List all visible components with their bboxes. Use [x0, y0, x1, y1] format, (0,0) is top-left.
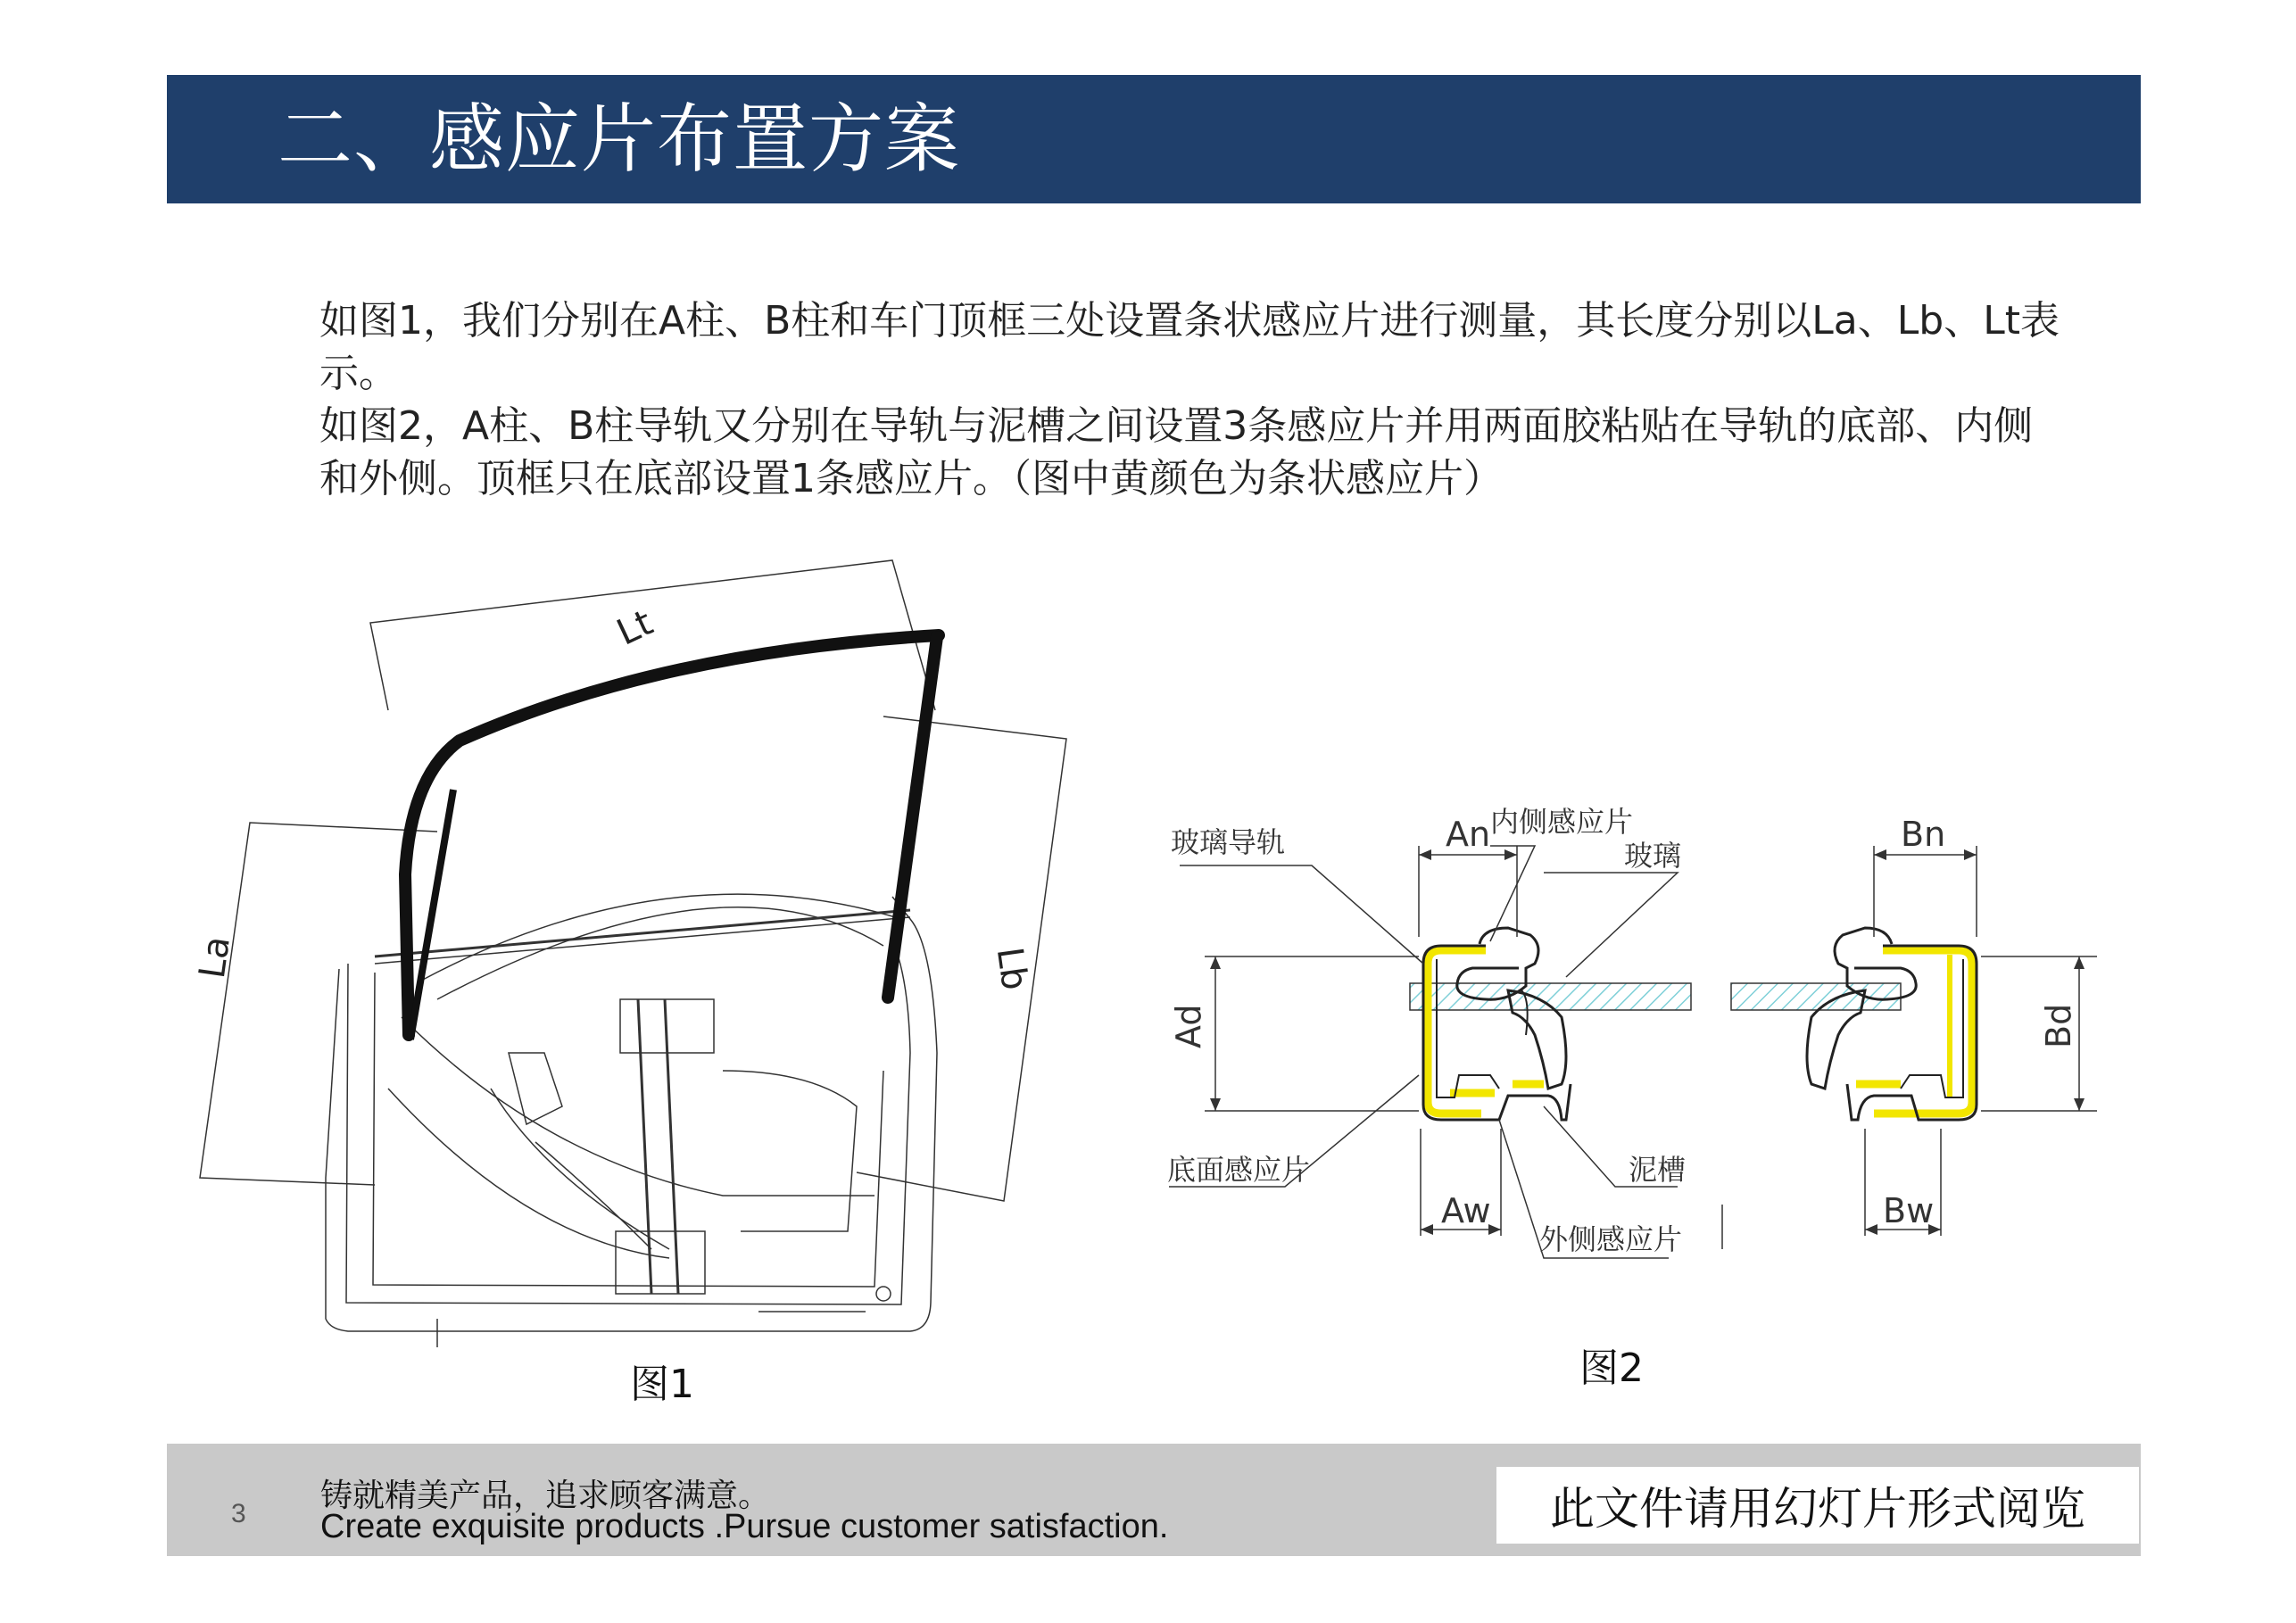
paragraph-2: 如图2，A柱、B柱导轨又分别在导轨与泥槽之间设置3条感应片并用两面胶粘贴在导轨的底部、内侧和外侧。顶框只在底部设置1条感应片。（图中黄颜色为条状感应片）: [319, 403, 2034, 501]
figure-1-caption: 图1: [630, 1362, 694, 1407]
outer-sensor-label: 外侧感应片: [1539, 1222, 1683, 1256]
lt-label: Lt: [610, 601, 659, 654]
paragraph-1: 如图1，我们分别在A柱、B柱和车门顶框三处设置条状感应片进行测量，其长度分别以La、Lb、Lt表示。: [319, 298, 2060, 396]
footer: [167, 1444, 2141, 1556]
lb-label: Lb: [988, 944, 1035, 993]
aw-dimension-label: Aw: [1441, 1191, 1491, 1230]
body-text: [319, 294, 2068, 505]
bd-dimension-label: Bd: [2039, 1003, 2078, 1048]
mud-groove-label: 泥槽: [1629, 1153, 1687, 1187]
ad-dimension-label: Ad: [1169, 1004, 1208, 1048]
view-as-slideshow-note: 此文件请用幻灯片形式阅览: [1496, 1467, 2139, 1544]
la-label: La: [191, 933, 238, 981]
bn-dimension-label: Bn: [1901, 815, 1946, 854]
figure-2-caption: 图2: [1579, 1346, 1644, 1391]
figure-2-cross-section: [1151, 776, 2142, 1276]
bw-dimension-label: Bw: [1883, 1191, 1935, 1230]
glass-label: 玻璃: [1624, 839, 1682, 873]
title-bar: [167, 75, 2141, 203]
bottom-sensor-label: 底面感应片: [1167, 1153, 1311, 1187]
page-title: 二、感应片布置方案: [278, 95, 961, 183]
slogan-english: Create exquisite products .Pursue customer satisfaction.: [320, 1508, 1169, 1545]
an-dimension-label: An: [1446, 815, 1491, 854]
glass-guide-label: 玻璃导轨: [1171, 825, 1286, 859]
figure-1-door-drawing: [170, 553, 1107, 1356]
inner-sensor-label: 内侧感应片: [1490, 805, 1634, 839]
slogan-chinese: 铸就精美产品，追求顾客满意。: [320, 1478, 771, 1514]
page-number: 3: [231, 1499, 246, 1528]
